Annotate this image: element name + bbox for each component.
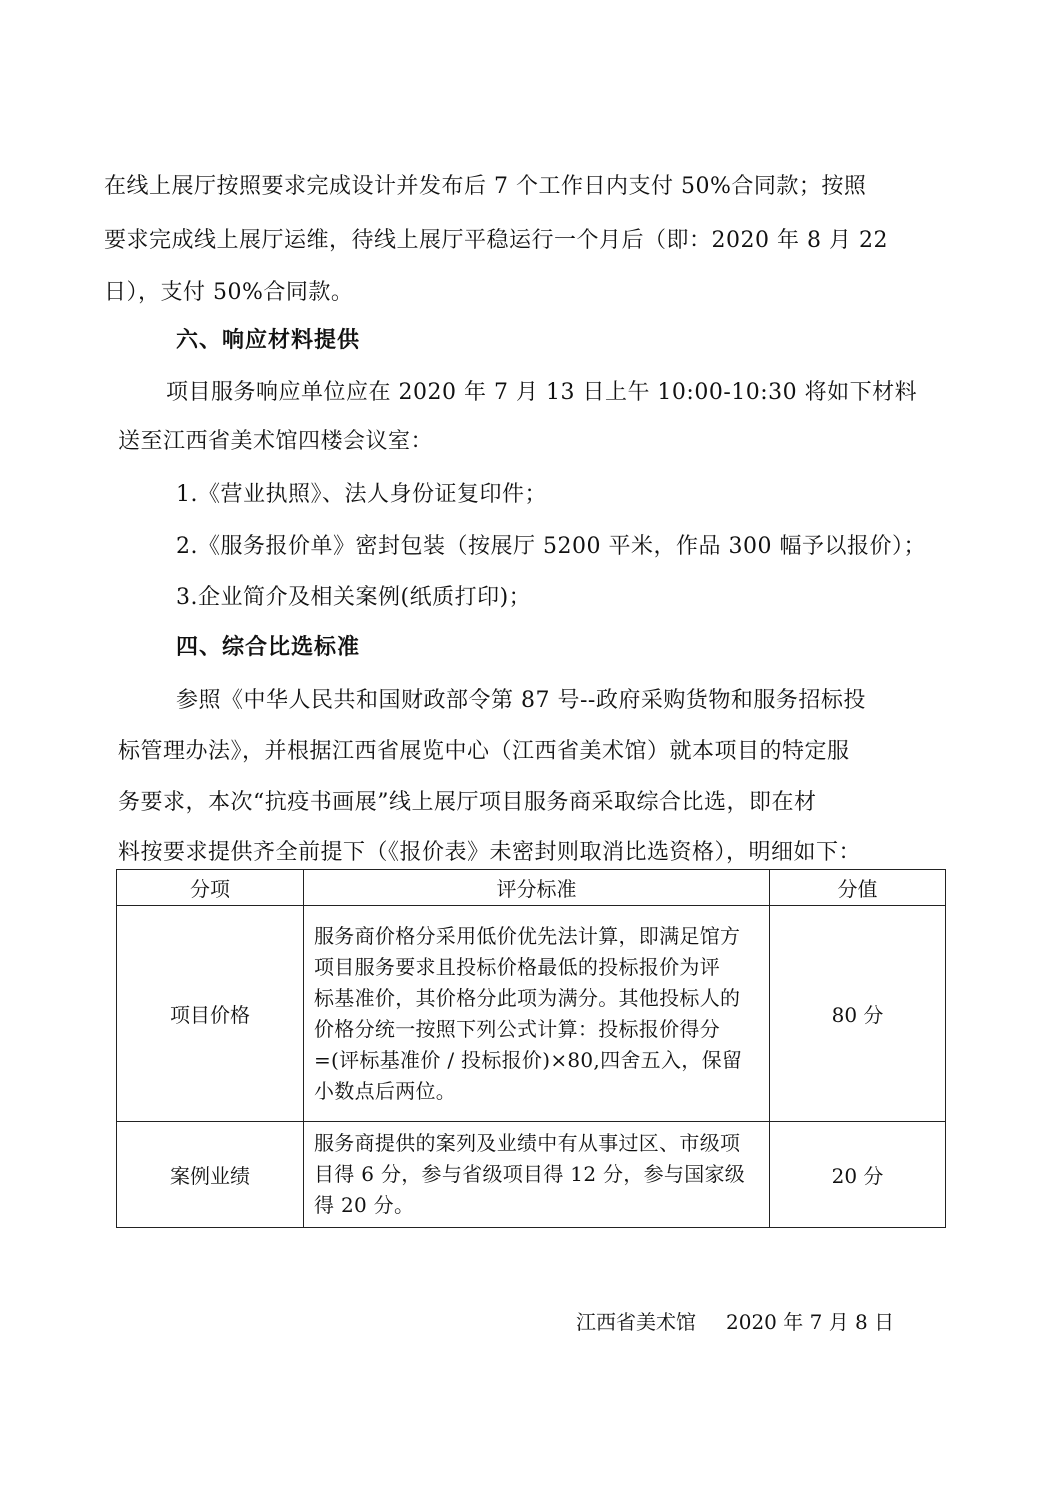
criteria-line: 目得 6 分，参与省级项目得 12 分，参与国家级 (314, 1162, 746, 1186)
row-item-cases: 案例业绩 (117, 1122, 304, 1228)
criteria-body-line-3: 务要求，本次“抗疫书画展”线上展厅项目服务商采取综合比选，即在材 (118, 790, 817, 815)
materials-intro-line-1: 项目服务响应单位应在 2020 年 7 月 13 日上午 10:00-10:30 将如下材料 (166, 380, 918, 405)
signature-date: 2020 年 7 月 8 日 (726, 1310, 895, 1334)
criteria-line: 服务商价格分采用低价优先法计算，即满足馆方 (314, 923, 741, 948)
row-score-price: 80 分 (770, 906, 946, 1122)
payment-text-line-1: 在线上展厅按照要求完成设计并发布后 7 个工作日内支付 50%合同款；按照 (104, 174, 867, 199)
materials-item-1: 1.《营业执照》、法人身份证复印件； (176, 482, 547, 507)
signature-org: 江西省美术馆 (576, 1310, 696, 1334)
criteria-line: 项目服务要求且投标价格最低的投标报价为评 (314, 954, 720, 979)
header-item: 分项 (117, 870, 304, 906)
payment-text-line-3: 日），支付 50%合同款。 (104, 280, 354, 305)
criteria-line: 服务商提供的案列及业绩中有从事过区、市级项 (314, 1131, 741, 1155)
criteria-body-line-1: 参照《中华人民共和国财政部令第 87 号--政府采购货物和服务招标投 (176, 688, 866, 713)
payment-text-line-2: 要求完成线上展厅运维，待线上展厅平稳运行一个月后（即：2020 年 8 月 22 (104, 228, 888, 253)
section-heading-materials: 六、响应材料提供 (176, 328, 361, 353)
table-header-row (117, 870, 946, 906)
criteria-line: 价格分统一按照下列公式计算：投标报价得分 (314, 1016, 720, 1041)
materials-item-2: 2.《服务报价单》密封包装（按展厅 5200 平米，作品 300 幅予以报价）； (176, 534, 926, 559)
table-row (117, 1122, 946, 1228)
criteria-line: 得 20 分。 (314, 1193, 415, 1217)
row-criteria-price (304, 906, 770, 1122)
materials-item-3: 3.企业简介及相关案例(纸质打印)； (176, 585, 532, 610)
header-score: 分值 (770, 870, 946, 906)
criteria-body-line-4: 料按要求提供齐全前提下（《报价表》未密封则取消比选资格），明细如下： (118, 840, 862, 865)
criteria-line: 标基准价，其价格分此项为满分。其他投标人的 (314, 985, 741, 1010)
section-heading-criteria: 四、综合比选标准 (176, 635, 361, 660)
criteria-body-line-2: 标管理办法》，并根据江西省展览中心（江西省美术馆）就本项目的特定服 (118, 739, 850, 764)
materials-intro-line-2: 送至江西省美术馆四楼会议室： (118, 429, 434, 454)
row-score-cases: 20 分 (770, 1122, 946, 1228)
row-item-price: 项目价格 (117, 906, 304, 1122)
criteria-line: 小数点后两位。 (314, 1078, 457, 1103)
header-criteria: 评分标准 (304, 870, 770, 906)
table-row (117, 906, 946, 1122)
scoring-table (116, 869, 946, 1228)
row-criteria-cases (304, 1122, 770, 1228)
criteria-line: =(评标基准价 / 投标报价)×80,四舍五入，保留 (314, 1047, 743, 1072)
